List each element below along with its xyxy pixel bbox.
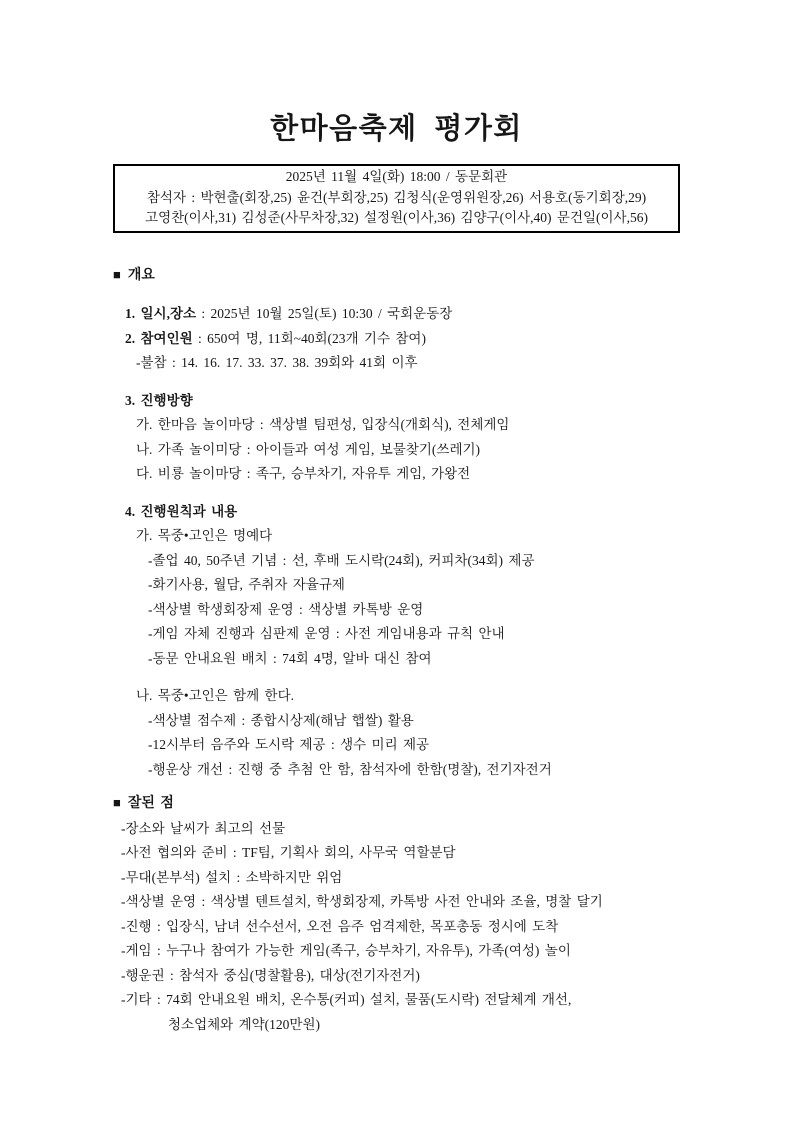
item-number: 2.: [125, 330, 136, 346]
good-point-line: -사전 협의와 준비 : TF팀, 기획사 회의, 사무국 역할분담: [121, 845, 456, 860]
overview-item-2-absent: -불참 : 14. 16. 17. 33. 37. 38. 39회와 41회 이후: [136, 355, 418, 370]
item-number: 1.: [125, 306, 136, 321]
principles-group-b-head: 나. 목중•고인은 함께 한다.: [136, 688, 295, 703]
black-square-icon: ■: [113, 266, 121, 282]
overview-item-1: [113, 302, 680, 327]
page-title: 한마음축제 평가회: [270, 113, 523, 145]
direction-line-na: 나. 가족 놀이미당 : 아이들과 여성 게임, 보물찾기(쓰레기): [136, 441, 481, 457]
good-point-line: -색상별 운영 : 색상별 텐트설치, 학생회장제, 카톡방 사전 안내와 조율, 명찰 달기: [121, 894, 603, 909]
item-label: 진행방향: [140, 392, 193, 408]
overview-item-2: [113, 327, 680, 352]
meeting-info-box: [113, 164, 680, 233]
good-point-continuation-line: 청소업체와 계약(120만원): [168, 1016, 320, 1032]
principles-b-line: -행운상 개선 : 진행 중 추첨 안 함, 참석자에 한함(명찰), 전기자전거: [148, 761, 552, 777]
principles-a-line: -동문 안내요원 배치 : 74회 4명, 알바 대신 참여: [148, 650, 432, 666]
principles-a-line: -졸업 40, 50주년 기념 : 선, 후배 도시락(24회), 커피차(34회) 제공: [148, 552, 535, 568]
section-heading-good-points-label: 잘된 점: [127, 796, 174, 811]
principles-b-line: -12시부터 음주와 도시락 제공 : 생수 미리 제공: [148, 737, 430, 752]
principles-group-a-head: 가. 목중•고인은 명예다: [136, 528, 273, 543]
good-point-line: -진행 : 입장식, 남녀 선수선서, 오전 음주 엄격제한, 목포총동 정시에 도착: [121, 918, 559, 934]
item-number: 4.: [125, 503, 136, 519]
item-number: 3.: [125, 392, 136, 408]
item-text: : 2025년 10월 25일(토) 10:30 / 국회운동장: [201, 306, 453, 321]
section-heading-overview: [113, 263, 680, 289]
good-point-line: -행운권 : 참석자 중심(명찰활용), 대상(전기자전거): [121, 967, 420, 983]
principles-a-line: -색상별 학생회장제 운영 : 색상별 카톡방 운영: [148, 601, 424, 617]
item-label: 진행원칙과 내용: [140, 503, 238, 519]
principles-b-line: -색상별 점수제 : 종합시상제(해남 햅쌀) 활용: [148, 712, 414, 728]
good-point-line: -장소와 날씨가 최고의 선물: [121, 820, 286, 836]
good-point-line: -기타 : 74회 안내요원 배치, 온수통(커피) 설치, 물품(도시락) 전달체계 개선,: [121, 992, 572, 1007]
principles-a-line: -화기사용, 월담, 주취자 자율규제: [148, 577, 345, 592]
good-point-line: -게임 : 누구나 참여가 가능한 게임(족구, 승부차기, 자유투), 가족(여성) 놀이: [121, 943, 571, 958]
attendees-line-1: 참석자 : 박현출(회장,25) 윤건(부회장,25) 김청식(운영위원장,26) 서용호(동기회장,29): [146, 189, 647, 205]
item-text: : 650여 명, 11회~40회(23개 기수 참여): [198, 330, 426, 346]
attendees-line-2: 고영찬(이사,31) 김성준(사무차장,32) 설정원(이사,36) 김양구(이사,40) 문건일(이사,56): [145, 210, 648, 225]
item-label: 참여인원: [140, 330, 193, 346]
overview-item-3: [113, 389, 680, 414]
direction-line-da: 다. 비룡 놀이마당 : 족구, 승부차기, 자유투 게임, 가왕전: [136, 466, 471, 481]
direction-line-ga: 가. 한마음 놀이마당 : 색상별 팀편성, 입장식(개회식), 전체게임: [136, 417, 510, 432]
meeting-datetime-line: 2025년 11월 4일(화) 18:00 / 동문회관: [285, 169, 508, 184]
item-label: 일시,장소: [140, 306, 197, 321]
principles-a-line: -게임 자체 진행과 심판제 운영 : 사전 게임내용과 규칙 안내: [148, 626, 505, 641]
overview-item-4: [113, 500, 680, 525]
good-point-line: -무대(본부석) 설치 : 소박하지만 위엄: [121, 869, 343, 885]
section-heading-good-points: [113, 791, 680, 817]
section-heading-overview-label: 개요: [127, 267, 155, 283]
black-square-icon: ■: [113, 795, 121, 810]
